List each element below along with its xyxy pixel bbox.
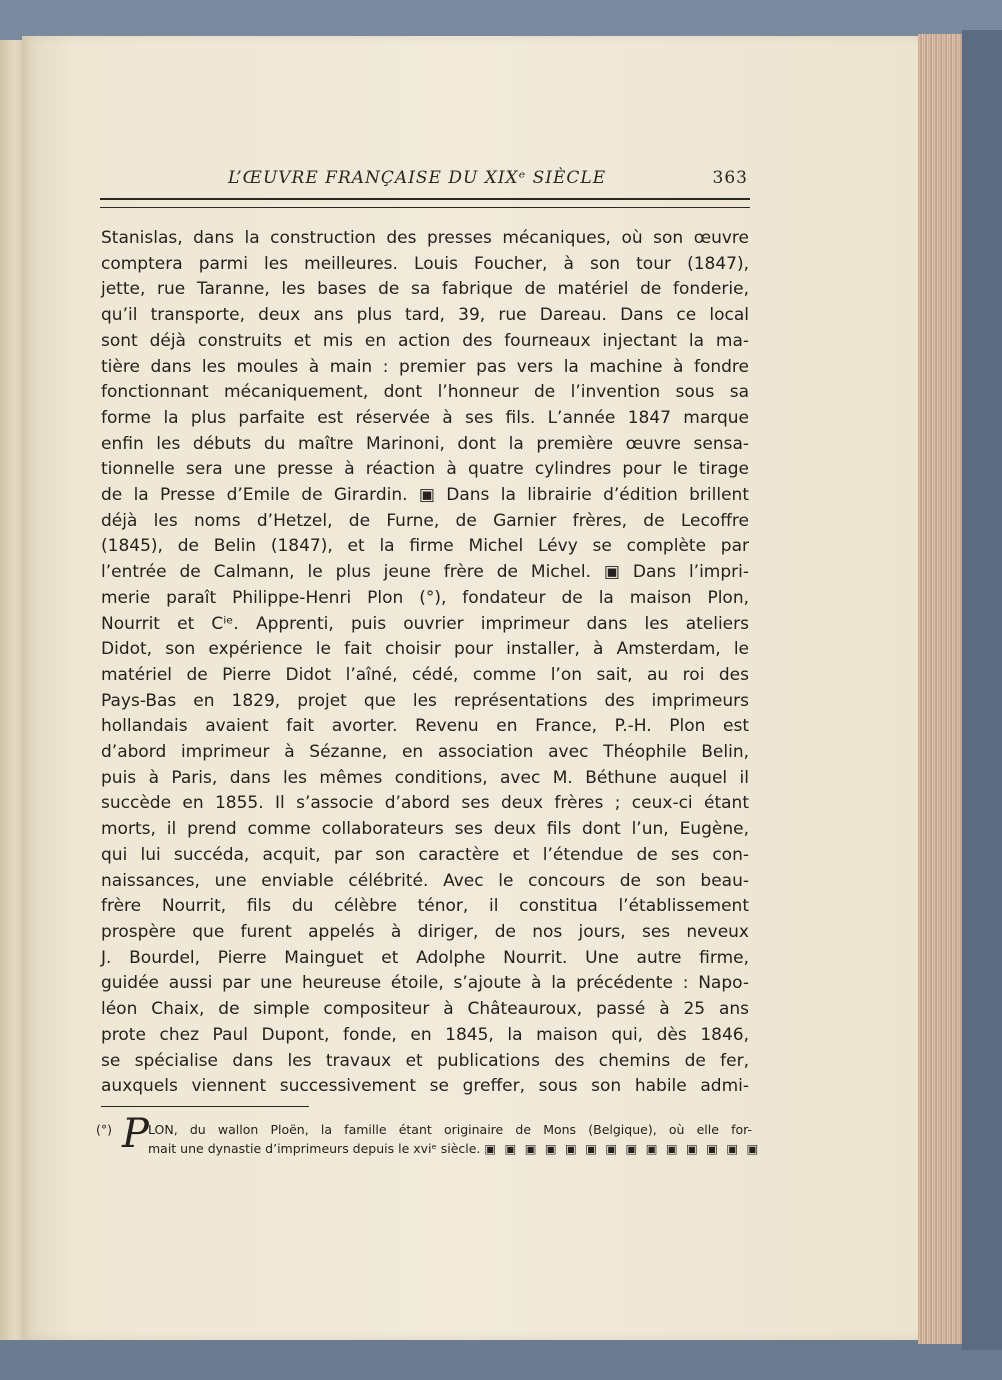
- text-line: forme la plus parfaite est réservée à ses fils. L’année 1847 marque: [101, 407, 749, 428]
- text-line: sont déjà construits et mis en action des fourneaux injectant la ma-: [101, 330, 749, 351]
- text-line: de la Presse d’Emile de Girardin. ▣ Dans la librairie d’édition brillent: [101, 485, 749, 506]
- text-line: se spécialise dans les travaux et publications des chemins de fer,: [101, 1050, 749, 1071]
- text-line: Stanislas, dans la construction des presses mécaniques, où son œuvre: [101, 228, 749, 248]
- text-line: déjà les noms d’Hetzel, de Furne, de Garnier frères, de Lecoffre: [101, 510, 749, 531]
- text-line: J. Bourdel, Pierre Mainguet et Adolphe Nourrit. Une autre firme,: [101, 947, 749, 968]
- text-line: (1845), de Belin (1847), et la firme Michel Lévy se complète par: [101, 536, 749, 557]
- footnote-drop-initial: P: [122, 1111, 149, 1157]
- text-line: Nourrit et Cⁱᵉ. Apprenti, puis ouvrier imprimeur dans les ateliers: [101, 613, 749, 634]
- body-text: [101, 226, 749, 1100]
- text-line: tière dans les moules à main : premier pas vers la machine à fondre: [101, 356, 749, 377]
- text-line: hollandais avaient fait avorter. Revenu en France, P.-H. Plon est: [101, 716, 749, 737]
- running-head: [228, 168, 748, 194]
- text-line: guidée aussi par une heureuse étoile, s’ajoute à la précédente : Napo-: [101, 973, 749, 994]
- page-number: 363: [712, 168, 748, 188]
- text-line: comptera parmi les meilleures. Louis Foucher, à son tour (1847),: [101, 253, 749, 274]
- previous-page-edge: [0, 40, 24, 1340]
- text-line: naissances, une enviable célébrité. Avec le concours de son beau-: [101, 870, 749, 891]
- text-line: auxquels viennent successivement se greffer, sous son habile admi-: [101, 1076, 749, 1097]
- text-line: Didot, son expérience le fait choisir pour installer, à Amsterdam, le: [101, 639, 749, 660]
- header-rule: [100, 198, 750, 208]
- footnote-line-text: mait une dynastie d’imprimeurs depuis le xviᵉ siècle.: [148, 1141, 481, 1156]
- text-line: enfin les débuts du maître Marinoni, dont la première œuvre sensa-: [101, 433, 749, 454]
- footnote-line: LON, du wallon Ploën, la famille étant originaire de Mons (Belgique), où elle for-: [148, 1122, 752, 1137]
- footnote-line: [148, 1139, 761, 1158]
- text-line: tionnelle sera une presse à réaction à quatre cylindres pour le tirage: [101, 459, 749, 480]
- text-line: merie paraît Philippe-Henri Plon (°), fondateur de la maison Plon,: [101, 587, 749, 608]
- text-line: matériel de Pierre Didot l’aîné, cédé, comme l’on sait, au roi des: [101, 664, 749, 685]
- text-line: qui lui succéda, acquit, par son caractère et l’étendue de ses con-: [101, 844, 749, 865]
- text-line: prote chez Paul Dupont, fonde, en 1845, la maison qui, dès 1846,: [101, 1024, 749, 1045]
- text-line: puis à Paris, dans les mêmes conditions, avec M. Béthune auquel il: [101, 767, 749, 788]
- text-line: d’abord imprimeur à Sézanne, en association avec Théophile Belin,: [101, 742, 749, 763]
- text-line: qu’il transporte, deux ans plus tard, 39, rue Dareau. Dans ce local: [101, 305, 749, 326]
- running-head-title: L’ŒUVRE FRANÇAISE DU XIXᵉ SIÈCLE: [228, 168, 607, 188]
- footnote-mark: (°): [96, 1122, 113, 1137]
- page-stack-edges: [918, 34, 968, 1344]
- text-line: prospère que furent appelés à diriger, de nos jours, ses neveux: [101, 921, 749, 942]
- text-line: fonctionnant mécaniquement, dont l’honneur de l’invention sous sa: [101, 382, 749, 403]
- text-line: l’entrée de Calmann, le plus jeune frère de Michel. ▣ Dans l’impri-: [101, 562, 749, 583]
- text-line: léon Chaix, de simple compositeur à Châteauroux, passé à 25 ans: [101, 999, 749, 1020]
- text-line: morts, il prend comme collaborateurs ses deux fils dont l’un, Eugène,: [101, 819, 749, 840]
- text-line: jette, rue Taranne, les bases de sa fabrique de matériel de fonderie,: [101, 279, 749, 300]
- ornament-row: ▣ ▣ ▣ ▣ ▣ ▣ ▣ ▣ ▣ ▣ ▣ ▣ ▣ ▣: [484, 1141, 761, 1156]
- text-line: Pays-Bas en 1829, projet que les représentations des imprimeurs: [101, 690, 749, 711]
- cover-edge: [962, 30, 1002, 1350]
- text-line: frère Nourrit, fils du célèbre ténor, il constitua l’établissement: [101, 896, 749, 917]
- footnote-rule: [101, 1106, 309, 1107]
- text-line: succède en 1855. Il s’associe d’abord ses deux frères ; ceux-ci étant: [101, 793, 749, 814]
